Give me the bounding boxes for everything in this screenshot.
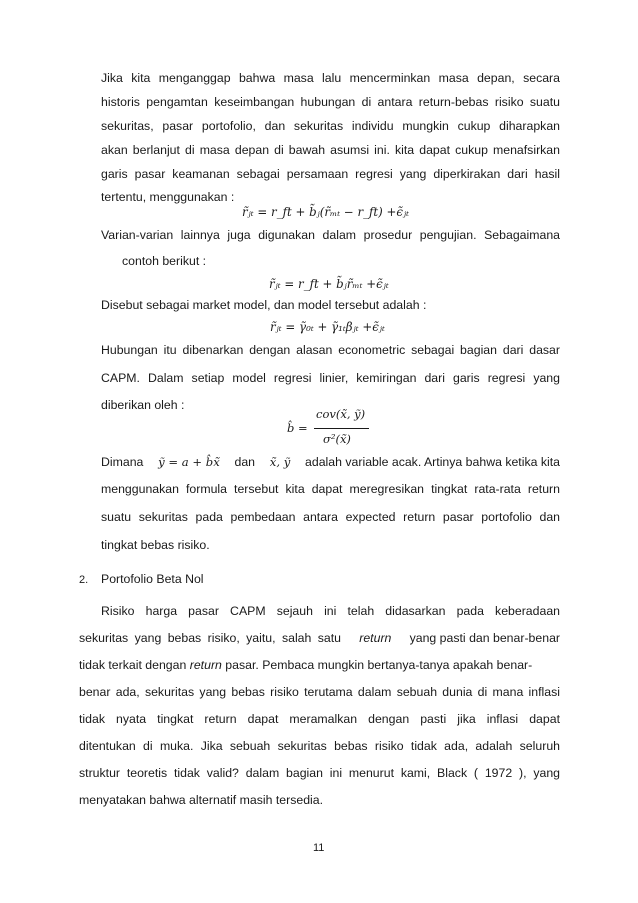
paragraph-line: menggunakan formula tersebut kita dapat meregresikan tingkat rata-rata return: [101, 482, 560, 496]
fraction-numerator: cov(x̃, ỹ): [316, 407, 366, 421]
equation-3: r̃ⱼₜ = γ̃₀ₜ + γ̃₁ₜβⱼₜ +ϵ̃ⱼₜ: [270, 320, 385, 334]
paragraph-line: tertentu, menggunakan :: [101, 190, 235, 204]
paragraph-line: Jika kita menganggap bahwa masa lalu mencerminkan masa depan, secara: [101, 71, 560, 85]
section-number: 2.: [79, 574, 89, 586]
paragraph-line: suatu sekuritas pada pembedaan antara expected return pasar portofolio dan: [101, 510, 560, 524]
emphasis: return: [189, 658, 222, 672]
paragraph-line: contoh berikut :: [122, 254, 207, 268]
text-span: sekuritas yang bebas risiko, yaitu, salah satu: [79, 631, 342, 645]
paragraph-line: ditentukan di muka. Jika sebuah sekuritas bebas risiko tidak ada, adalah seluruh: [79, 739, 560, 753]
paragraph-line: garis pasar keamanan sebagai persamaan regresi yang diperkirakan dari hasil: [101, 167, 560, 181]
equation-2: r̃ⱼₜ = r_ft + b̃ⱼr̃ₘₜ +ϵ̃ⱼₜ: [269, 277, 389, 291]
emphasis: return: [359, 631, 392, 645]
fraction-lhs: b̂ =: [287, 421, 308, 435]
paragraph-line: [101, 455, 560, 470]
equation-1: r̃ⱼₜ = r_ft + b̃ⱼ(r̃ₘₜ − r_ft) +ϵ̃ⱼₜ: [242, 205, 410, 219]
inline-equation: x̃, ỹ: [269, 455, 291, 469]
paragraph-line: [79, 658, 560, 673]
inline-equation: ỹ = a + b̂x̃: [158, 455, 220, 469]
fraction-denominator: σ²(x̃): [323, 432, 351, 446]
paragraph-line: diberikan oleh :: [101, 398, 185, 412]
paragraph-line: benar ada, sekuritas yang bebas risiko terutama dalam sebuah dunia di mana inflasi: [79, 685, 560, 699]
paragraph-line: Risiko harga pasar CAPM sejauh ini telah didasarkan pada keberadaan: [101, 604, 560, 618]
equation-4: [283, 406, 373, 452]
text-span: Dimana: [101, 455, 144, 469]
paragraph-line: menyatakan bahwa alternatif masih tersedia.: [79, 793, 324, 807]
paragraph-line: sekuritas, pasar portofolio, dan sekuritas individu mungkin cukup diharapkan: [101, 119, 560, 133]
paragraph-line: Hubungan itu dibenarkan dengan alasan econometric sebagai bagian dari dasar: [101, 343, 560, 357]
text-span: adalah variable acak. Artinya bahwa ketika kita: [305, 455, 560, 469]
paragraph-line: [79, 631, 560, 646]
text-span: pasar. Pembaca mungkin bertanya-tanya apakah benar-: [225, 658, 533, 672]
paragraph-line: tingkat bebas risiko.: [101, 538, 210, 552]
page-number: 11: [313, 842, 325, 854]
section-title: Portofolio Beta Nol: [101, 572, 204, 586]
paragraph-line: CAPM. Dalam setiap model regresi linier, kemiringan dari garis regresi yang: [101, 371, 560, 385]
text-span: dan: [234, 455, 256, 469]
paragraph-line: tidak nyata tingkat return dapat meramalkan dengan pasti jika inflasi dapat: [79, 712, 560, 726]
paragraph-line: Disebut sebagai market model, dan model tersebut adalah :: [101, 298, 427, 312]
paragraph-line: struktur teoretis tidak valid? dalam bagian ini menurut kami, Black ( 1972 ), yang: [79, 766, 560, 780]
text-span: yang pasti dan benar-benar: [409, 631, 560, 645]
fraction-bar: [314, 428, 369, 429]
text-span: tidak terkait dengan: [79, 658, 187, 672]
paragraph-line: akan berlanjut di masa depan di bawah asumsi ini. kita dapat cukup menafsirkan: [101, 143, 560, 157]
paragraph-line: historis pengamtan keseimbangan hubungan di antara return-bebas risiko suatu: [101, 95, 560, 109]
paragraph-line: Varian-varian lainnya juga digunakan dalam prosedur pengujian. Sebagaimana: [101, 228, 560, 242]
